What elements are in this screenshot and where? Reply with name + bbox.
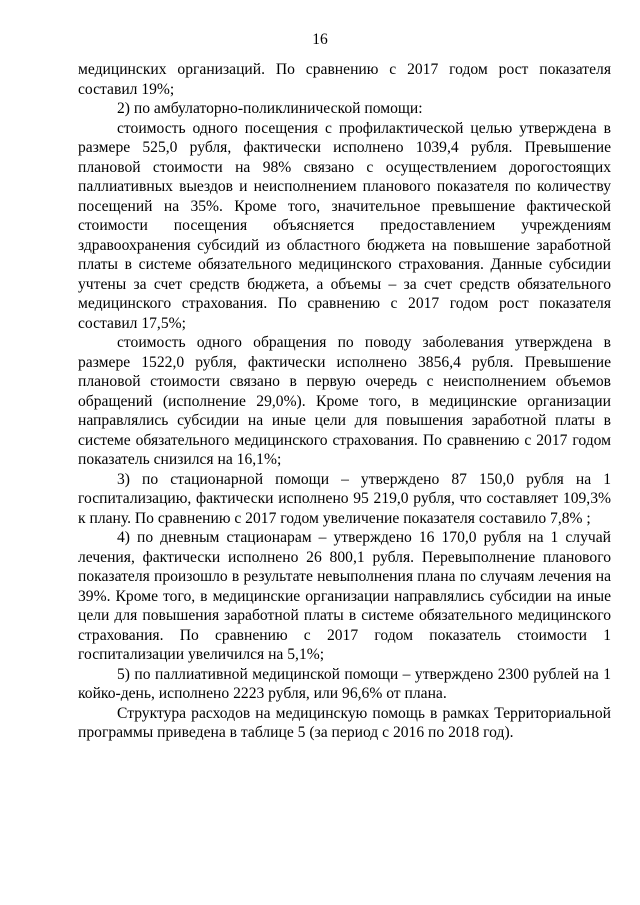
paragraph-outpatient-heading: 2) по амбулаторно-поликлинической помощи: xyxy=(117,100,423,117)
paragraph-appeal-cost: стоимость одного обращения по поводу заболевания утверждена в размере 1522,0 рубля, фактически исполнено 3856,4 рубля. Превышение плановой стоимости связано в первую очередь с неисполнением объемов обращений (исполнение 29,0%). Кроме того, в медицинские организации направлялись субсидии на иные цели для повышения заработной платы в системе обязательного медицинского страхования. По сравнению с 2017 годом показатель снизился на 16,1%; xyxy=(78,334,611,468)
paragraph-visit-cost: стоимость одного посещения с профилактической целью утверждена в размере 525,0 рубля, фактически исполнено 1039,4 рубля. Превышение плановой стоимости на 98% связано с осуществлением дорогостоящих паллиативных выездов и неисполнением планового показателя по количеству посещений на 35%. Кроме того, значительное превышение фактической стоимости посещения объясняется предоставлением учреждениям здравоохранения субсидий из областного бюджета на повышение заработной платы в системе обязательного медицинского страхования. Данные субсидии учтены за счет средств бюджета, а объемы – за счет средств обязательного медицинского страхования. По сравнению с 2017 годом рост показателя составил 17,5%; xyxy=(78,119,611,332)
page-number: 16 xyxy=(312,31,328,48)
paragraph-day-hospitals: 4) по дневным стационарам – утверждено 16 170,0 рубля на 1 случай лечения, фактически исполнено 26 800,1 рубля. Перевыполнение планового показателя произошло в результате невыполнения плана по случаям лечения на 39%. Кроме того, в медицинские организации направлялись субсидии на иные цели для повышения заработной платы в системе обязательного медицинского страхования. По сравнению с 2017 годом показатель стоимости 1 госпитализации увеличился на 5,1%; xyxy=(78,529,611,663)
paragraph-continuation: медицинских организаций. По сравнению с 2017 годом рост показателя составил 19%; xyxy=(78,61,611,98)
paragraph-inpatient-care: 3) по стационарной помощи – утверждено 87 150,0 рубля на 1 госпитализацию, фактически исполнено 95 219,0 рубля, что составляет 109,3% к плану. По сравнению с 2017 годом увеличение показателя составило 7,8% ; xyxy=(78,470,611,527)
body-text xyxy=(78,60,611,743)
paragraph-expense-structure: Структура расходов на медицинскую помощь в рамках Территориальной программы приведена в таблице 5 (за период с 2016 по 2018 год). xyxy=(78,704,611,741)
paragraph-palliative-care: 5) по паллиативной медицинской помощи – утверждено 2300 рублей на 1 койко-день, исполнено 2223 рубля, или 96,6% от плана. xyxy=(78,665,611,702)
